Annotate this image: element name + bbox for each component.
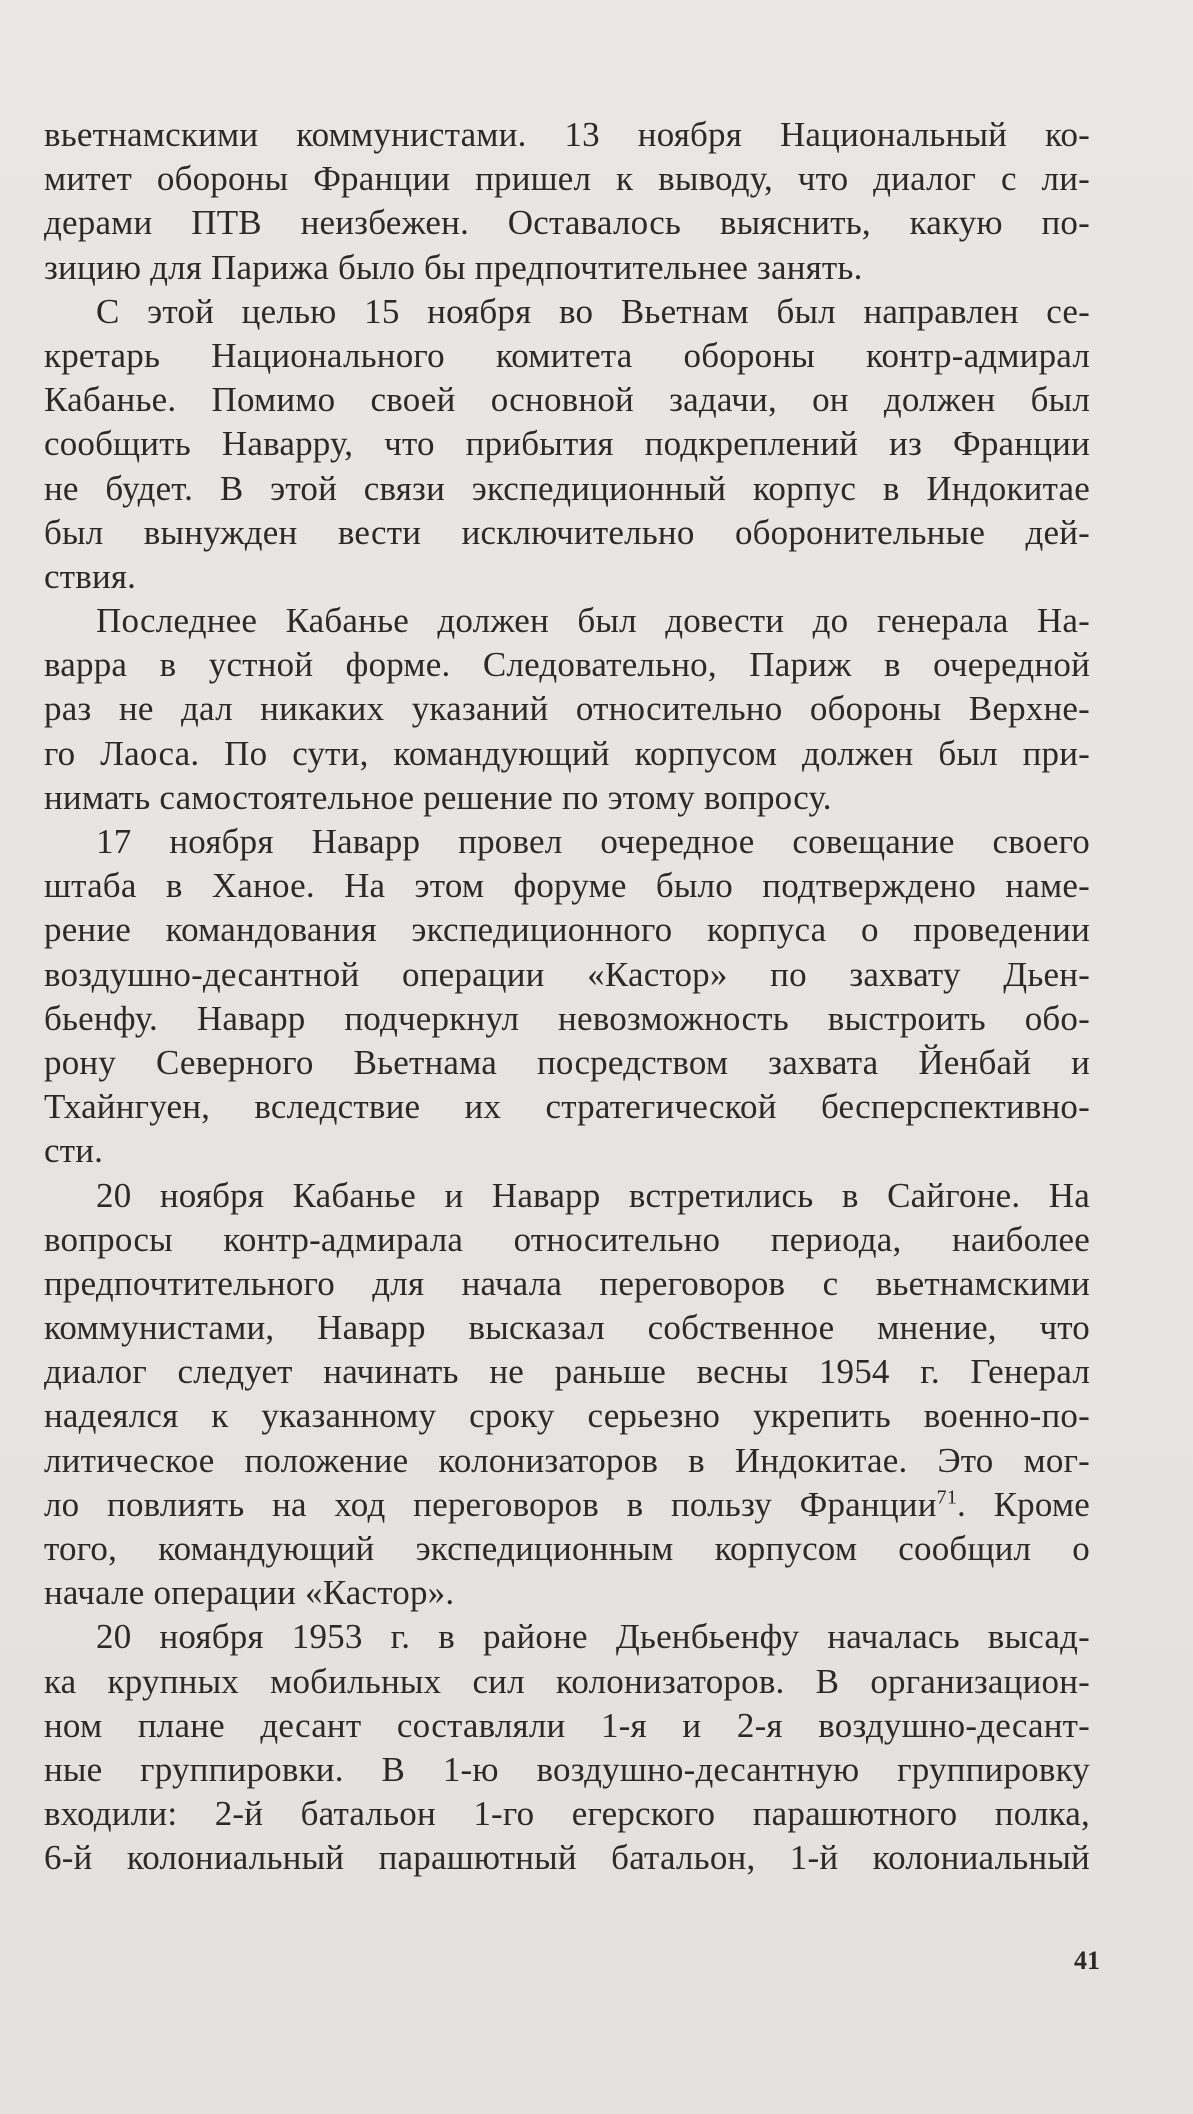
- text-line: входили: 2-й батальон 1-го егерского парашютного полка,: [44, 1794, 1090, 1834]
- text-line: кретарь Национального комитета обороны контр-адмирал: [44, 335, 1090, 375]
- text-line: варра в устной форме. Следовательно, Париж в очередной: [44, 645, 1090, 685]
- text-line: того, командующий экспедиционным корпусом сообщил о: [44, 1529, 1090, 1568]
- text-line: коммунистами, Наварр высказал собственное мнение, что: [44, 1308, 1090, 1348]
- text-line: дерами ПТВ неизбежен. Оставалось выяснить, какую по-: [44, 203, 1090, 243]
- text-line: 17 ноября Наварр провел очередное совещание своего: [96, 822, 1090, 861]
- text-line: зицию для Парижа было бы предпочтительнее занять.: [44, 247, 863, 287]
- text-line: го Лаоса. По сути, командующий корпусом должен был при-: [44, 733, 1090, 773]
- text-line: нимать самостоятельное решение по этому вопросу.: [44, 777, 832, 817]
- text-line: воздушно-десантной операции «Кастор» по захвату Дьен-: [44, 954, 1090, 994]
- text-line: Последнее Кабанье должен был довести до генерала На-: [96, 601, 1090, 641]
- text-line: 20 ноября 1953 г. в районе Дьенбьенфу началась высад-: [96, 1617, 1090, 1657]
- text-line: вопросы контр-адмирала относительно периода, наиболее: [44, 1219, 1090, 1259]
- line-text: ло повлиять на ход переговоров в пользу Франции: [44, 1484, 937, 1524]
- text-line: раз не дал никаких указаний относительно обороны Верхне-: [44, 689, 1090, 729]
- text-line-with-footnote: [44, 1483, 1090, 1527]
- text-line: литическое положение колонизаторов в Индокитае. Это мог-: [44, 1440, 1090, 1480]
- text-line: надеялся к указанному сроку серьезно укрепить военно-по-: [44, 1396, 1090, 1436]
- text-line: Тхайнгуен, вследствие их стратегической бесперспективно-: [44, 1087, 1090, 1127]
- text-line: диалог следует начинать не раньше весны 1954 г. Генерал: [44, 1352, 1090, 1392]
- line-text-tail: . Кроме: [957, 1484, 1090, 1524]
- page-number: 41: [1074, 1946, 1100, 1975]
- text-line: бьенфу. Наварр подчеркнул невозможность выстроить обо-: [44, 998, 1090, 1038]
- text-line: не будет. В этой связи экспедиционный корпус в Индокитае: [44, 468, 1090, 508]
- text-line: рение командования экспедиционного корпуса о проведении: [44, 910, 1090, 950]
- text-line: ствия.: [44, 556, 137, 596]
- text-line: рону Северного Вьетнама посредством захвата Йенбай и: [44, 1042, 1090, 1082]
- text-line: штаба в Ханое. На этом форуме было подтверждено наме-: [44, 866, 1090, 906]
- text-line: митет обороны Франции пришел к выводу, что диалог с ли-: [44, 159, 1090, 199]
- text-line: начале операции «Кастор».: [44, 1573, 455, 1613]
- text-line: был вынужден вести исключительно оборонительные дей-: [44, 512, 1090, 552]
- text-line: предпочтительного для начала переговоров с вьетнамскими: [44, 1263, 1090, 1303]
- footnote-reference[interactable]: 71: [936, 1486, 958, 1509]
- text-line: 20 ноября Кабанье и Наварр встретились в Сайгоне. На: [96, 1175, 1090, 1215]
- text-line: ном плане десант составляли 1-я и 2-я воздушно-десант-: [44, 1705, 1090, 1745]
- text-line: 6-й колониальный парашютный батальон, 1-й колониальный: [44, 1838, 1090, 1878]
- text-line: вьетнамскими коммунистами. 13 ноября Национальный ко-: [44, 115, 1090, 154]
- text-line: ка крупных мобильных сил колонизаторов. В организацион-: [44, 1661, 1090, 1701]
- text-line: С этой целью 15 ноября во Вьетнам был направлен се-: [96, 291, 1090, 331]
- text-line: сти.: [44, 1131, 104, 1171]
- text-line: сообщить Наварру, что прибытия подкреплений из Франции: [44, 424, 1090, 464]
- text-line: Кабанье. Помимо своей основной задачи, он должен был: [44, 380, 1090, 420]
- text-line: ные группировки. В 1-ю воздушно-десантную группировку: [44, 1749, 1090, 1789]
- body-text: [44, 113, 1090, 1881]
